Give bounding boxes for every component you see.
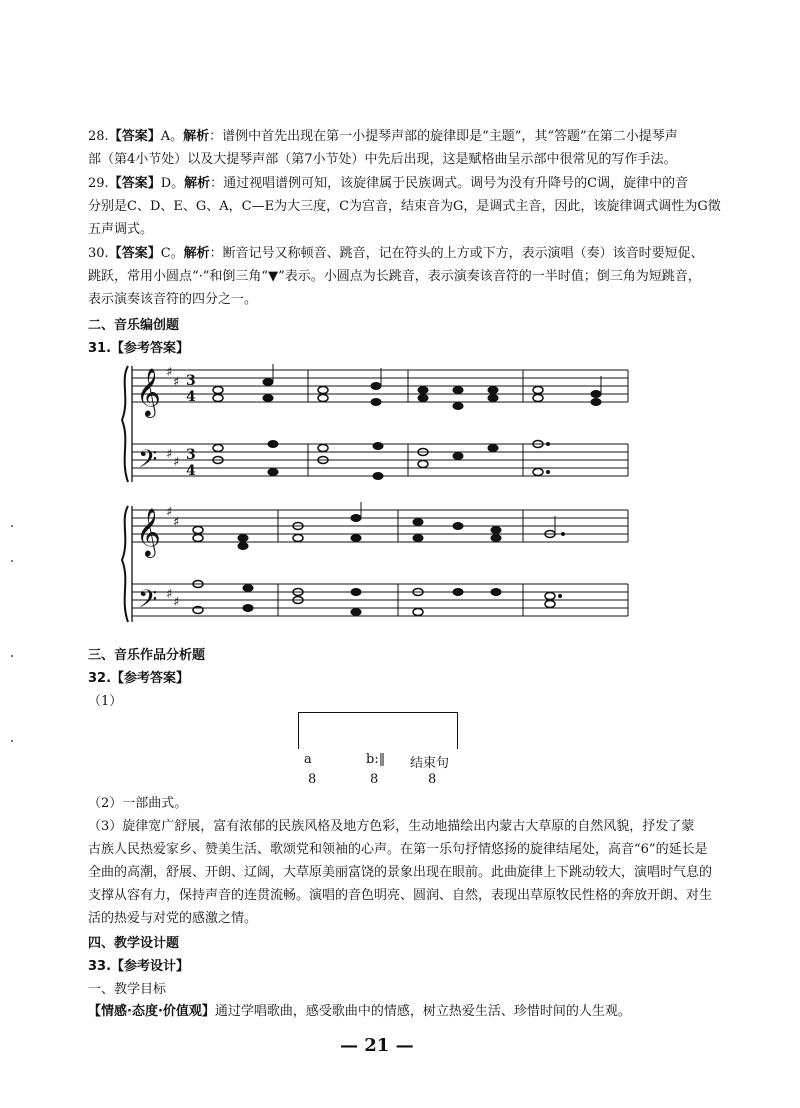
q30-line2: 跳跃，常用小圆点“·”和倒三角“▼”表示。小圆点为长跳音，表示演奏该音符的一半时值；倒三角为短跳音， [88,269,701,284]
section-4-heading: 四、教学设计题 [88,936,180,951]
svg-text:♯: ♯ [166,365,173,380]
q30-answer: C。 [160,246,184,261]
score-system-1 [118,360,638,490]
q29-label: 解析 [184,176,211,191]
q29-line1: ：通过视唱谱例可知，该旋律属于民族调式。调号为没有升降号的C调，旋律中的音 [210,176,689,191]
q30-para [88,242,733,311]
q29-line2: 分别是C、D、E、G、A，C—E为大三度，C为宫音，结束音为G，是调式主音，因此，该旋律调式调性为G徵 [88,199,721,214]
svg-text:3: 3 [186,373,196,389]
svg-text:♯: ♯ [166,505,173,520]
score-system-2 [118,500,638,630]
section-3-heading: 三、音乐作品分析题 [88,648,206,663]
section-2-heading: 二、音乐编创题 [88,318,180,333]
q30-line1: ：断音记号又称顿音、跳音，记在符头的上方或下方，表示演唱（奏）该音时要短促、 [209,246,704,261]
q28-tag: 【答案】 [108,129,161,144]
q29-line3: 五声调式。 [88,222,154,237]
page-number: — 21 — [340,1035,414,1056]
q31-label: 31.【参考答案】 [88,341,190,356]
q32-part3-line3: 全曲的高潮，舒展、开朗、辽阔，大草原美丽富饶的景象出现在眼前。此曲旋律上下跳动较大，演唱时气息的 [88,865,713,880]
q32-part3 [88,815,733,930]
q32-label: 32.【参考答案】 [88,671,190,686]
q33-goal [88,1000,733,1023]
q32-part3-line1: （3）旋律宽广舒展，富有浓郁的民族风格及地方色彩，生动地描绘出内蒙古大草原的自然风貌，抒发了蒙 [88,819,695,834]
scan-speck [11,525,13,527]
scan-speck [11,560,13,562]
svg-text:3: 3 [186,447,196,463]
svg-text:♯: ♯ [166,587,173,602]
q33-sub1: 一、教学目标 [88,982,167,997]
q28-num: 28. [88,129,109,144]
q29-para [88,172,733,241]
q32-part3-line5: 活的热爱与对党的感激之情。 [88,911,258,926]
svg-text:𝄞: 𝄞 [136,367,161,416]
scan-speck [11,655,13,657]
q29-num: 29. [88,176,109,191]
svg-text:𝄞: 𝄞 [136,507,161,556]
form-a-label: a [304,752,312,767]
q28-para [88,125,733,171]
svg-text:𝄢: 𝄢 [138,445,158,480]
scan-speck [11,740,13,742]
q28-line1: ：谱例中首先出现在第一小提琴声部的旋律即是“主题”，其“答题”在第二小提琴声 [209,129,678,144]
form-diagram-bracket [298,712,458,749]
q33-goal-text: 通过学唱歌曲，感受歌曲中的情感，树立热爱生活、珍惜时间的人生观。 [214,1004,631,1019]
q28-line2: 部（第4小节处）以及大提琴声部（第7小节处）中先后出现，这是赋格曲呈示部中很常见的写作手法。 [88,152,677,167]
q33-label: 33.【参考设计】 [88,959,190,974]
svg-text:♯: ♯ [173,515,180,530]
q30-line3: 表示演奏该音符的四分之一。 [88,292,258,307]
q28-label: 解析 [183,129,210,144]
svg-text:♯: ♯ [173,375,180,390]
form-ending-label: 结束句 [410,756,450,771]
svg-text:♯: ♯ [166,447,173,462]
svg-text:♯: ♯ [173,455,180,470]
q30-tag: 【答案】 [108,246,161,261]
form-ending-measures: 8 [428,772,437,787]
q28-answer: A。 [160,129,184,144]
q33-goal-tag: 【情感·态度·价值观】 [88,1004,215,1019]
q29-answer: D。 [160,176,185,191]
q32-part1: （1） [88,694,123,709]
q32-part3-line4: 支撑从容有力，保持声音的连贯流畅。演唱的音色明亮、圆润、自然，表现出草原牧民性格的奔放开朗、对生 [88,888,713,903]
svg-text:♯: ♯ [173,595,180,610]
q30-num: 30. [88,246,109,261]
svg-text:4: 4 [186,463,196,479]
svg-text:𝄢: 𝄢 [138,585,158,620]
form-a-measures: 8 [308,772,317,787]
q32-part2: （2）一部曲式。 [88,796,188,811]
q29-tag: 【答案】 [108,176,161,191]
form-b-measures: 8 [370,772,379,787]
form-b-label: b:‖ [366,752,386,767]
svg-text:4: 4 [186,389,196,405]
q32-part3-line2: 古族人民热爱家乡、赞美生活、歌颂党和领袖的心声。在第一乐句抒情悠扬的旋律结尾处，高音“6”的延长是 [88,842,708,857]
q30-label: 解析 [183,246,210,261]
